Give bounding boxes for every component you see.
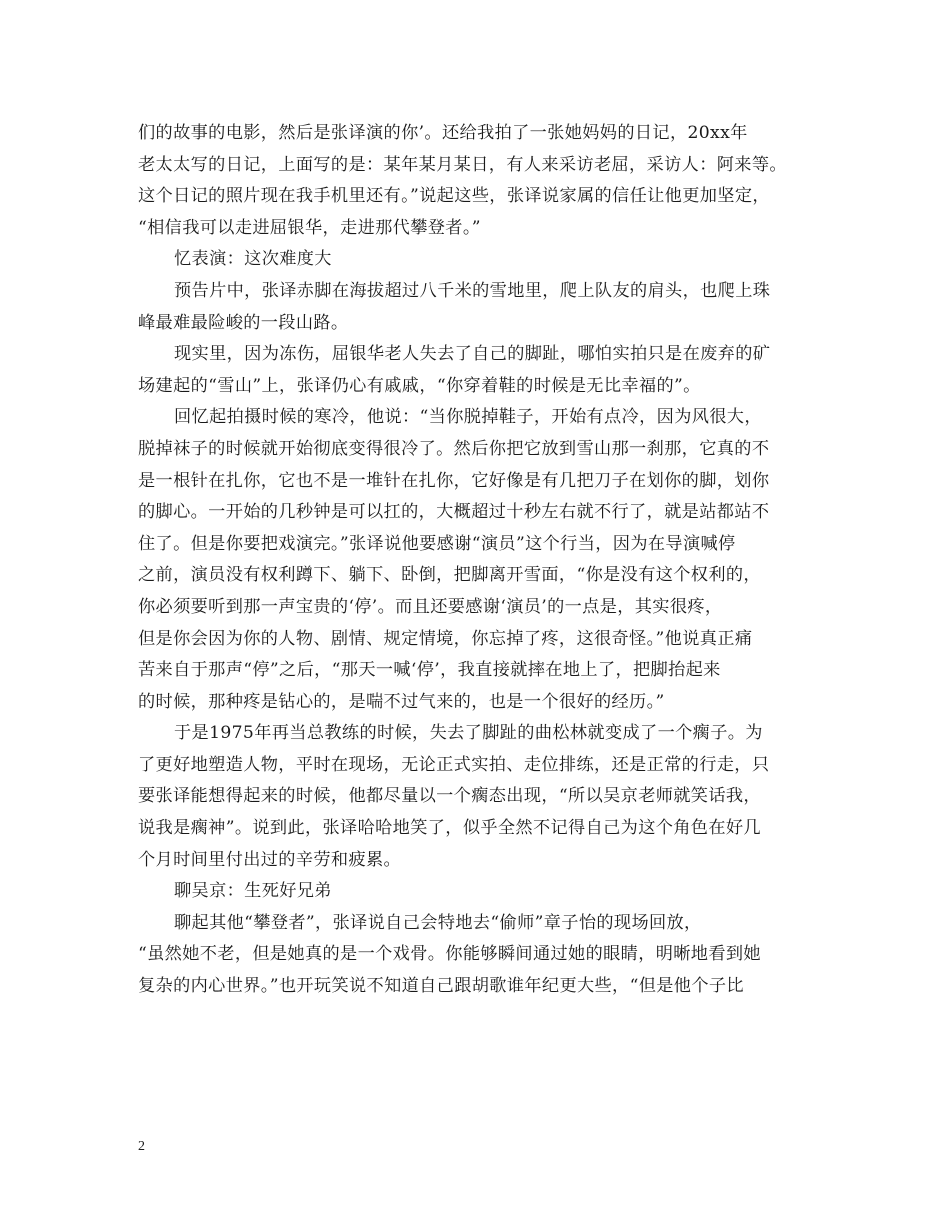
page-number: 2 — [138, 1139, 145, 1154]
text-line: 个月时间里付出过的辛劳和疲累。 — [138, 849, 402, 870]
text-line: 你必须要听到那一声宝贵的‘停’。而且还要感谢‘演员’的一点是，其实很疼， — [138, 596, 723, 617]
text-line: 要张译能想得起来的时候，他都尽量以一个瘸态出现，“所以吴京老师就笑话我， — [138, 786, 761, 807]
text-line: 峰最难最险峻的一段山路。 — [138, 312, 349, 333]
text-line: 复杂的内心世界。”也开玩笑说不知道自己跟胡歌谁年纪更大些，“但是他个子比 — [138, 976, 744, 997]
text-line: 忆表演：这次难度大 — [174, 249, 332, 270]
text-line: 老太太写的日记，上面写的是：某年某月某日，有人来采访老屈，采访人：阿来等。 — [138, 154, 787, 175]
text-line: 回忆起拍摄时候的寒冷，他说：“当你脱掉鞋子，开始有点冷，因为风很大， — [174, 407, 762, 428]
text-line: 于是1975年再当总教练的时候，失去了脚趾的曲松林就变成了一个瘸子。为 — [174, 723, 763, 744]
text-line: “相信我可以走进屈银华，走进那代攀登者。” — [138, 217, 481, 238]
text-line: 预告片中，张译赤脚在海拔超过八千米的雪地里，爬上队友的肩头，也爬上珠 — [174, 280, 771, 301]
text-line: 之前，演员没有权利蹲下、躺下、卧倒，把脚离开雪面，“你是没有这个权利的， — [138, 565, 761, 586]
text-line: 脱掉袜子的时候就开始彻底变得很冷了。然后你把它放到雪山那一刹那，它真的不 — [138, 438, 770, 459]
text-line: 住了。但是你要把戏演完。”张译说他要感谢“演员”这个行当，因为在导演喊停 — [138, 533, 736, 554]
text-line: 但是你会因为你的人物、剧情、规定情境，你忘掉了疼，这很奇怪。”他说真正痛 — [138, 628, 753, 649]
text-line: 这个日记的照片现在我手机里还有。”说起这些，张译说家属的信任让他更加坚定， — [138, 186, 770, 207]
text-line: 现实里，因为冻伤，屈银华老人失去了自己的脚趾，哪怕实拍只是在废弃的矿 — [174, 344, 771, 365]
body-text — [138, 118, 828, 1003]
text-line: 说我是瘸神”。说到此，张译哈哈地笑了，似乎全然不记得自己为这个角色在好几 — [138, 818, 761, 839]
text-line: 的脚心。一开始的几秒钟是可以扛的，大概超过十秒左右就不行了，就是站都站不 — [138, 502, 770, 523]
text-line: 的时候，那种疼是钻心的，是喘不过气来的，也是一个很好的经历。” — [138, 691, 665, 712]
text-line: “虽然她不老，但是她真的是一个戏骨。你能够瞬间通过她的眼睛，明晰地看到她 — [138, 944, 761, 965]
text-line: 们的故事的电影，然后是张译演的你’。还给我拍了一张她妈妈的日记，20xx年 — [138, 123, 748, 143]
text-line: 聊起其他“攀登者”，张译说自己会特地去“偷师”章子怡的现场回放， — [174, 912, 702, 933]
text-line: 聊吴京：生死好兄弟 — [174, 881, 332, 902]
text-line: 是一根针在扎你，它也不是一堆针在扎你，它好像是有几把刀子在划你的脚，划你 — [138, 470, 770, 491]
text-line: 苦来自于那声“停”之后，“那天一喊‘停’，我直接就摔在地上了，把脚抬起来 — [138, 660, 721, 681]
text-line: 了更好地塑造人物，平时在现场，无论正式实拍、走位排练，还是正常的行走，只 — [138, 754, 770, 775]
text-line: 场建起的“雪山”上，张译仍心有戚戚，“你穿着鞋的时候是无比幸福的”。 — [138, 375, 701, 396]
